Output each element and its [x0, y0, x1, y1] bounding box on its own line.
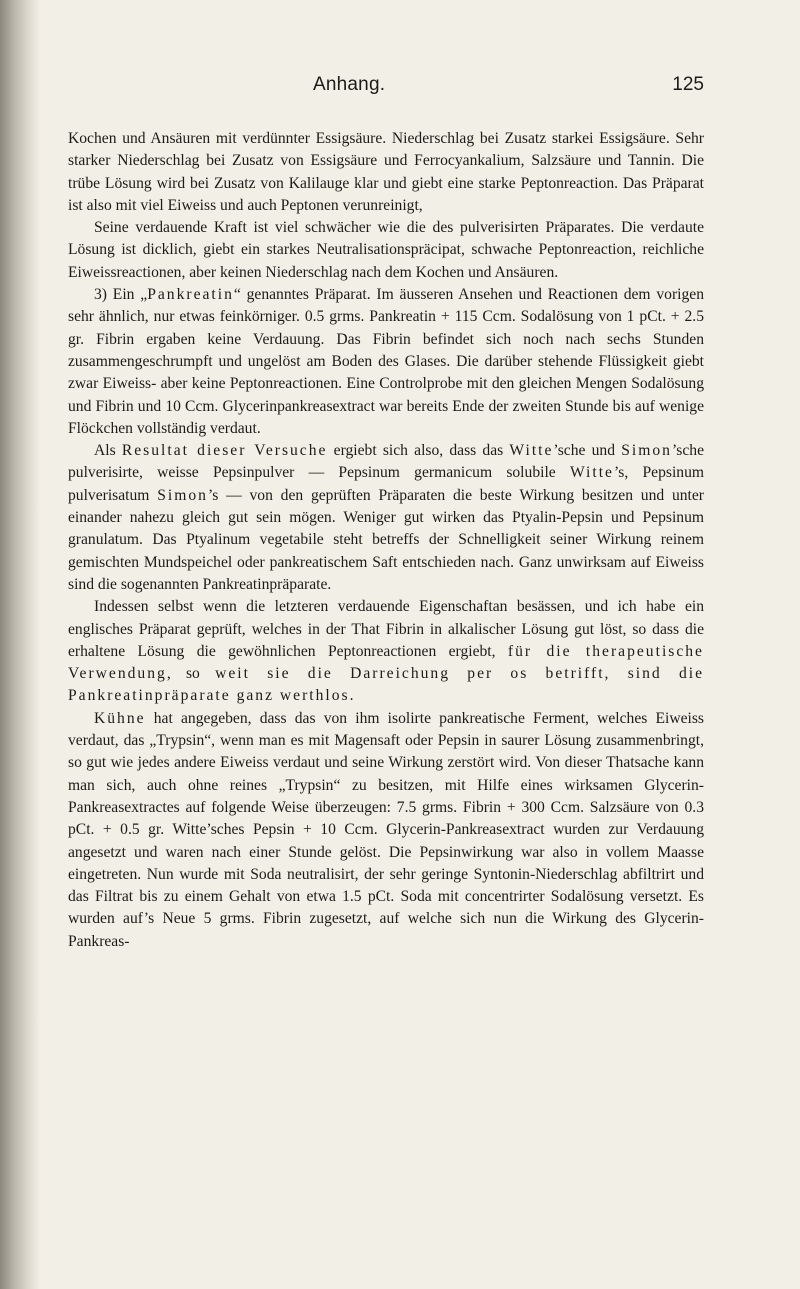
- paragraph: [68, 708, 704, 953]
- text-run: Indessen selbst wenn die letzteren verdauende Eigenschaftan besässen, und ich habe ein englisches Präparat geprüft, welches in der That Fibrin in alkalischer Lösung gut löst, so dass die erhaltene Lösung die gewöhnlichen Peptonreactionen ergiebt,: [68, 598, 704, 660]
- page-gutter-shadow: [0, 0, 40, 1289]
- text-run: “ genanntes Präparat. Im äusseren Ansehen und Reactionen dem vorigen sehr ähnlich, nur etwas feinkörniger. 0.5 grms. Pankreatin + 115 Ccm. Sodalösung von 1 pCt. + 2.5 gr. Fibrin ergaben keine Verdauung. Das Fibrin befindet sich noch nach sechs Stunden zusammengeschrumpft und ungelöst am Boden des Glases. Die darüber stehende Flüssigkeit giebt zwar Eiweiss- aber keine Peptonreactionen. Eine Controlprobe mit den gleichen Mengen Sodalösung und Fibrin und 10 Ccm. Glycerinpankreasextract war bereits Ende der zweiten Stunde bis auf wenige Flöckchen vollständig verdaut.: [68, 286, 704, 437]
- spaced-emphasis: Resultat dieser Versuche: [121, 442, 328, 460]
- spaced-emphasis: Pankreatin: [147, 286, 234, 304]
- paragraph: [68, 284, 704, 440]
- text-run: ’sche und: [553, 442, 622, 460]
- running-title: Anhang.: [313, 74, 386, 95]
- text-run: 3) Ein „: [94, 286, 148, 304]
- text-run: ’s, Pepsinum pulverisatum: [68, 464, 704, 504]
- spaced-emphasis: für die therapeutische Verwendung: [68, 642, 704, 683]
- text-run: .: [349, 687, 354, 705]
- text-run: hat angegeben, dass das von ihm isolirte pankreatische Ferment, welches Eiweiss verdaut, das „Trypsin“, wenn man es mit Magensaft oder Pepsin in saurer Lösung zusammenbringt, so gut wie jedes andere Eiweiss verdaut und seine Wirkung zerstört wird. Von dieser Thatsache kann man sich, auch ohne reines „Trypsin“ zu besitzen, mit Hilfe eines wirksamen Glycerin-Pankreasextractes auf folgende Weise überzeugen: 7.5 grms. Fibrin + 300 Ccm. Salzsäure von 0.3 pCt. + 0.5 gr. Witte’sches Pepsin + 10 Ccm. Glycerin-Pankreasextract wurden zur Verdauung angesetzt und waren nach einer Stunde gelöst. Die Pepsinwirkung war also in vollem Maasse eingetreten. Nun wurde mit Soda neutralisirt, der sehr geringe Syntonin-Niederschlag abfiltrirt und das Filtrat bis zu einem Gehalt von etwa 1.5 pCt. Soda mit concentrirter Sodalösung versetzt. Es wurden auf’s Neue 5 grms. Fibrin zugesetzt, auf welche sich nun die Wirkung des Glycerin-Pankreas-: [68, 709, 704, 950]
- page-header: [68, 74, 708, 104]
- text-run: ’sche pulverisirte, weisse Pepsinpulver — Pepsinum germanicum solubile: [68, 442, 704, 482]
- paragraph: [68, 440, 704, 596]
- text-run: ergiebt sich also, dass das: [327, 442, 510, 460]
- author-name: Simon: [157, 486, 208, 504]
- spaced-emphasis: weit sie die Darreichung per os betrifft, sind die Pankreatinpräparate ganz werthlos: [68, 665, 705, 705]
- text-run: ’s — von den geprüften Präparaten die beste Wirkung besitzen und unter einander nahezu gleich gut sein mögen. Weniger gut wirken das Ptyalin-Pepsin und Pepsinum granulatum. Das Ptyalinum vegetabile steht betreffs der Schnelligkeit seiner Wirkung reinem gemischten Mundspeichel oder pankreatischem Saft entschieden nach. Ganz unwirksam auf Eiweiss sind die sogenannten Pankreatinpräparate.: [68, 486, 704, 593]
- body-text: [68, 128, 704, 953]
- author-name: Witte: [509, 442, 554, 460]
- text-run: , so: [166, 665, 216, 683]
- author-name: Witte: [569, 464, 614, 482]
- text-run: Seine verdauende Kraft ist viel schwächer wie die des pulverisirten Präparates. Die verdaute Lösung ist dicklich, giebt ein starkes Neutralisationspräcipat, schwache Peptonreaction, reichliche Eiweissreactionen, aber keinen Niederschlag nach dem Kochen und Ansäuren.: [68, 219, 704, 281]
- author-name: Kühne: [94, 709, 146, 727]
- author-name: Simon: [621, 442, 672, 460]
- paragraph: [68, 596, 704, 707]
- book-page: [68, 0, 708, 1289]
- text-run: Als: [94, 442, 122, 460]
- paragraph: [68, 217, 704, 284]
- page-number: 125: [672, 74, 704, 95]
- text-run: Kochen und Ansäuren mit verdünnter Essigsäure. Niederschlag bei Zusatz starkei Essigsäure. Sehr starker Niederschlag bei Zusatz von Essigsäure und Ferrocyankalium, Salzsäure und Tannin. Die trübe Lösung wird bei Zusatz von Kalilauge klar und giebt eine starke Peptonreaction. Das Präparat ist also mit viel Eiweiss und auch Peptonen verunreinigt,: [68, 130, 704, 214]
- paragraph: [68, 128, 704, 217]
